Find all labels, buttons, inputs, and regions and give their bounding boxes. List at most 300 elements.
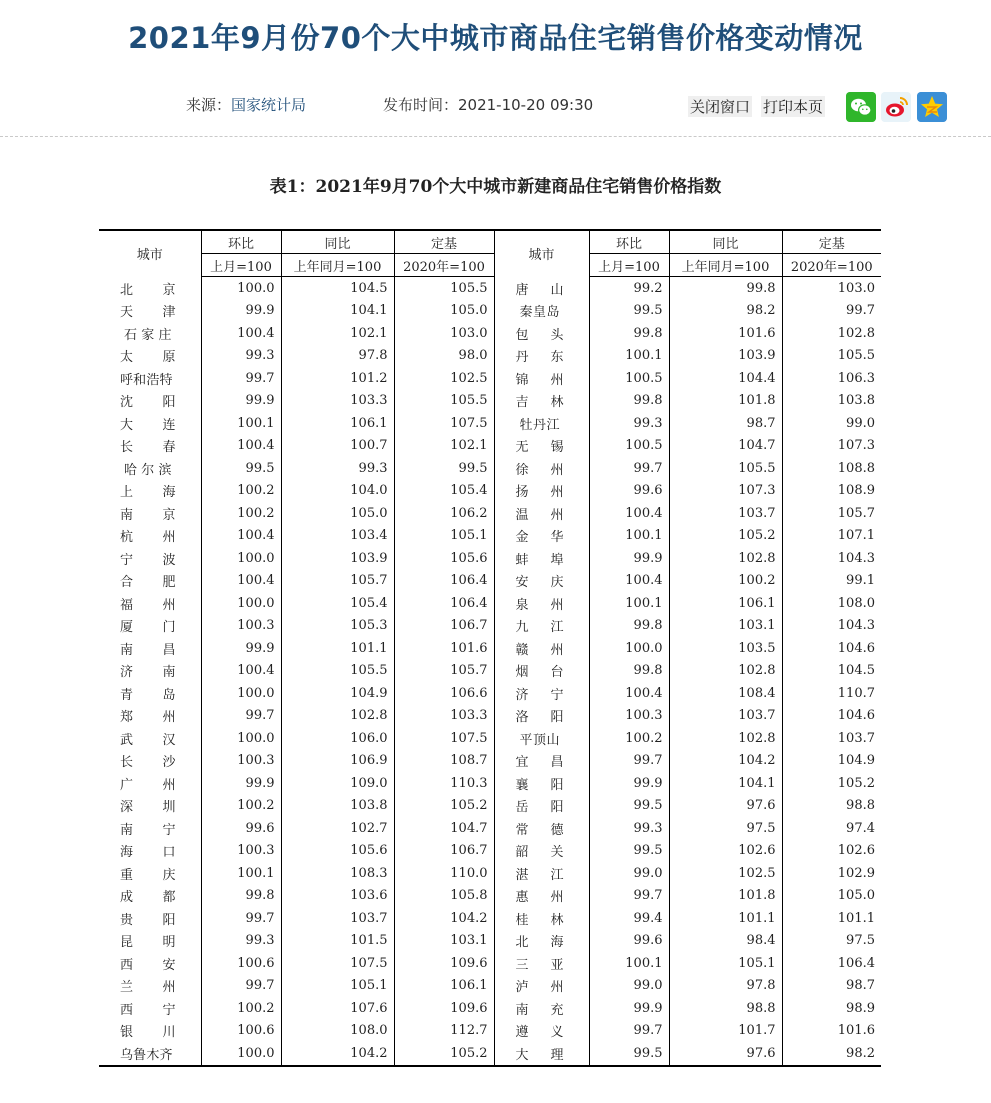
- mom-index-cell: 100.4: [201, 435, 281, 458]
- city-name-cell: 泉州: [494, 592, 589, 615]
- city-name-cell: 吉林: [494, 390, 589, 413]
- base-index-cell: 103.1: [394, 930, 494, 953]
- base-index-cell: 105.0: [837, 888, 875, 904]
- city-name-cell: 海口: [99, 840, 201, 863]
- mom-index-cell: 99.3: [201, 930, 281, 953]
- header-yoy-sub-left: 上年同月=100: [281, 254, 394, 277]
- base-index-cell: 101.1: [837, 910, 875, 926]
- mom-index-cell: 100.1: [589, 952, 669, 975]
- city-name-cell: 乌鲁木齐: [99, 1042, 201, 1066]
- base-index-cell: 109.6: [394, 997, 494, 1020]
- mom-index-cell: 100.3: [589, 705, 669, 728]
- base-index-cell: 110.7: [837, 685, 875, 701]
- base-index-cell: 101.6: [837, 1023, 875, 1039]
- base-index-cell: 106.6: [394, 682, 494, 705]
- table-row: [99, 390, 881, 413]
- mom-index-cell: 99.5: [589, 1042, 669, 1066]
- mom-index-cell: 100.4: [589, 682, 669, 705]
- yoy-index-cell: 105.7: [281, 570, 394, 593]
- city-name-cell: 深圳: [99, 795, 201, 818]
- yoy-index-cell: 105.5: [281, 660, 394, 683]
- city-name-cell: 无锡: [494, 435, 589, 458]
- city-name-cell: 太原: [99, 345, 201, 368]
- source-line: [186, 94, 306, 115]
- yoy-index-cell: 99.8: [669, 277, 782, 300]
- table-row: [99, 480, 881, 503]
- city-name-cell: 安庆: [494, 570, 589, 593]
- city-name-cell: 南宁: [99, 817, 201, 840]
- base-index-cell: 101.6: [394, 637, 494, 660]
- mom-index-cell: 99.6: [589, 480, 669, 503]
- yoy-index-cell: 97.8: [281, 345, 394, 368]
- yoy-index-cell: 101.6: [669, 322, 782, 345]
- table-row: [99, 457, 881, 480]
- yoy-index-cell: 104.9: [281, 682, 394, 705]
- mom-index-cell: 100.0: [201, 277, 281, 300]
- yoy-index-cell: 103.8: [281, 795, 394, 818]
- mom-index-cell: 100.4: [201, 525, 281, 548]
- table-row: [99, 705, 881, 728]
- base-index-cell: 106.7: [394, 615, 494, 638]
- yoy-index-cell: 107.5: [281, 952, 394, 975]
- base-index-cell: 104.2: [394, 907, 494, 930]
- mom-index-cell: 100.3: [201, 840, 281, 863]
- mom-index-cell: 99.7: [201, 705, 281, 728]
- base-index-cell: 112.7: [394, 1020, 494, 1043]
- city-name-cell: 西宁: [99, 997, 201, 1020]
- yoy-index-cell: 105.4: [281, 592, 394, 615]
- city-name-cell: 宁波: [99, 547, 201, 570]
- yoy-index-cell: 100.2: [669, 570, 782, 593]
- mom-index-cell: 100.2: [201, 997, 281, 1020]
- mom-index-cell: 99.5: [589, 795, 669, 818]
- yoy-index-cell: 97.8: [669, 975, 782, 998]
- mom-index-cell: 99.3: [201, 345, 281, 368]
- yoy-index-cell: 98.8: [669, 997, 782, 1020]
- city-name-cell: 长沙: [99, 750, 201, 773]
- city-name-cell: 长春: [99, 435, 201, 458]
- header-yoy-right: 同比: [669, 230, 782, 254]
- city-name-cell: 锦州: [494, 367, 589, 390]
- mom-index-cell: 100.4: [201, 322, 281, 345]
- weibo-icon[interactable]: [881, 92, 911, 122]
- mom-index-cell: 100.1: [589, 525, 669, 548]
- city-name-cell: 九江: [494, 615, 589, 638]
- mom-index-cell: 100.5: [589, 435, 669, 458]
- yoy-index-cell: 106.9: [281, 750, 394, 773]
- table-row: [99, 615, 881, 638]
- yoy-index-cell: 105.1: [281, 975, 394, 998]
- table-row: [99, 795, 881, 818]
- yoy-index-cell: 97.6: [669, 1042, 782, 1066]
- base-index-cell: 104.6: [837, 640, 875, 656]
- price-index-table: [99, 229, 881, 1067]
- city-name-cell: 银川: [99, 1020, 201, 1043]
- yoy-index-cell: 101.1: [669, 907, 782, 930]
- mom-index-cell: 99.7: [589, 750, 669, 773]
- base-index-cell: 104.3: [837, 550, 875, 566]
- header-city-left: 城市: [99, 230, 201, 277]
- mom-index-cell: 100.4: [201, 570, 281, 593]
- yoy-index-cell: 104.2: [669, 750, 782, 773]
- mom-index-cell: 99.5: [201, 457, 281, 480]
- base-index-cell: 105.4: [394, 480, 494, 503]
- mom-index-cell: 99.2: [589, 277, 669, 300]
- table-row: [99, 367, 881, 390]
- mom-index-cell: 100.1: [201, 862, 281, 885]
- table-row: [99, 885, 881, 908]
- table-row: [99, 277, 881, 300]
- mom-index-cell: 99.5: [589, 840, 669, 863]
- city-name-cell: 成都: [99, 885, 201, 908]
- base-index-cell: 110.3: [394, 772, 494, 795]
- base-index-cell: 106.3: [837, 370, 875, 386]
- header-yoy-left: 同比: [281, 230, 394, 254]
- mom-index-cell: 99.7: [201, 907, 281, 930]
- header-base-sub-left: 2020年=100: [394, 254, 494, 277]
- city-name-cell: 南京: [99, 502, 201, 525]
- mom-index-cell: 99.7: [589, 457, 669, 480]
- city-name-cell: 武汉: [99, 727, 201, 750]
- city-name-cell: 桂林: [494, 907, 589, 930]
- table-row: [99, 1042, 881, 1066]
- city-name-cell: 包头: [494, 322, 589, 345]
- yoy-index-cell: 105.0: [281, 502, 394, 525]
- base-index-cell: 98.9: [846, 1000, 875, 1016]
- header-divider: [0, 136, 991, 137]
- mom-index-cell: 99.9: [201, 300, 281, 323]
- base-index-cell: 99.5: [394, 457, 494, 480]
- header-base-left: 定基: [394, 230, 494, 254]
- base-index-cell: 105.0: [394, 300, 494, 323]
- base-index-cell: 105.7: [394, 660, 494, 683]
- table-row: [99, 525, 881, 548]
- yoy-index-cell: 105.3: [281, 615, 394, 638]
- city-name-cell: 烟台: [494, 660, 589, 683]
- mom-index-cell: 100.4: [589, 570, 669, 593]
- yoy-index-cell: 104.1: [281, 300, 394, 323]
- yoy-index-cell: 104.2: [281, 1042, 394, 1066]
- yoy-index-cell: 102.1: [281, 322, 394, 345]
- mom-index-cell: 100.0: [589, 637, 669, 660]
- city-name-cell: 韶关: [494, 840, 589, 863]
- qzone-icon[interactable]: [917, 92, 947, 122]
- base-index-cell: 105.5: [394, 390, 494, 413]
- wechat-icon[interactable]: [846, 92, 876, 122]
- base-index-cell: 98.0: [394, 345, 494, 368]
- table-row: [99, 975, 881, 998]
- base-index-cell: 105.5: [837, 348, 875, 364]
- base-index-cell: 105.2: [394, 795, 494, 818]
- mom-index-cell: 99.8: [589, 660, 669, 683]
- table-row: [99, 592, 881, 615]
- city-name-cell: 常德: [494, 817, 589, 840]
- mom-index-cell: 99.0: [589, 975, 669, 998]
- yoy-index-cell: 105.5: [669, 457, 782, 480]
- mom-index-cell: 99.9: [589, 997, 669, 1020]
- yoy-index-cell: 101.8: [669, 390, 782, 413]
- city-name-cell: 兰州: [99, 975, 201, 998]
- city-name-cell: 襄阳: [494, 772, 589, 795]
- table-row: [99, 502, 881, 525]
- yoy-index-cell: 99.3: [281, 457, 394, 480]
- yoy-index-cell: 97.5: [669, 817, 782, 840]
- yoy-index-cell: 107.3: [669, 480, 782, 503]
- city-name-cell: 大理: [494, 1042, 589, 1066]
- city-name-cell: 济南: [99, 660, 201, 683]
- table-row: [99, 930, 881, 953]
- mom-index-cell: 99.9: [589, 772, 669, 795]
- yoy-index-cell: 102.5: [669, 862, 782, 885]
- table-row: [99, 412, 881, 435]
- city-name-cell: 丹东: [494, 345, 589, 368]
- yoy-index-cell: 104.5: [281, 277, 394, 300]
- table-row: [99, 840, 881, 863]
- base-index-cell: 106.4: [394, 592, 494, 615]
- city-name-cell: 杭州: [99, 525, 201, 548]
- mom-index-cell: 99.4: [589, 907, 669, 930]
- yoy-index-cell: 103.9: [281, 547, 394, 570]
- source-link[interactable]: 国家统计局: [231, 96, 307, 114]
- header-city-right: 城市: [494, 230, 589, 277]
- base-index-cell: 97.4: [846, 820, 875, 836]
- mom-index-cell: 99.8: [589, 615, 669, 638]
- yoy-index-cell: 101.8: [669, 885, 782, 908]
- base-index-cell: 104.5: [837, 663, 875, 679]
- mom-index-cell: 100.5: [589, 367, 669, 390]
- city-name-cell: 西安: [99, 952, 201, 975]
- city-name-cell: 秦皇岛: [494, 300, 589, 323]
- base-index-cell: 106.7: [394, 840, 494, 863]
- mom-index-cell: 99.8: [201, 885, 281, 908]
- city-name-cell: 郑州: [99, 705, 201, 728]
- mom-index-cell: 99.6: [589, 930, 669, 953]
- city-name-cell: 沈阳: [99, 390, 201, 413]
- city-name-cell: 石家庄: [99, 322, 201, 345]
- mom-index-cell: 99.7: [589, 885, 669, 908]
- mom-index-cell: 100.4: [201, 660, 281, 683]
- yoy-index-cell: 97.6: [669, 795, 782, 818]
- mom-index-cell: 100.0: [201, 547, 281, 570]
- base-index-cell: 105.2: [837, 775, 875, 791]
- base-index-cell: 105.6: [394, 547, 494, 570]
- city-name-cell: 湛江: [494, 862, 589, 885]
- table-row: [99, 570, 881, 593]
- base-index-cell: 110.0: [394, 862, 494, 885]
- yoy-index-cell: 103.3: [281, 390, 394, 413]
- table-row: [99, 772, 881, 795]
- mom-index-cell: 99.3: [589, 412, 669, 435]
- base-index-cell: 102.8: [837, 325, 875, 341]
- source-label: 来源：: [186, 96, 232, 114]
- city-name-cell: 哈尔滨: [99, 457, 201, 480]
- yoy-index-cell: 101.5: [281, 930, 394, 953]
- yoy-index-cell: 108.4: [669, 682, 782, 705]
- mom-index-cell: 99.7: [201, 367, 281, 390]
- city-name-cell: 宜昌: [494, 750, 589, 773]
- city-name-cell: 遵义: [494, 1020, 589, 1043]
- base-index-cell: 98.8: [846, 798, 875, 814]
- yoy-index-cell: 102.6: [669, 840, 782, 863]
- base-index-cell: 98.2: [782, 1042, 881, 1066]
- city-name-cell: 唐山: [494, 277, 589, 300]
- yoy-index-cell: 109.0: [281, 772, 394, 795]
- yoy-index-cell: 103.7: [281, 907, 394, 930]
- base-index-cell: 108.8: [837, 460, 875, 476]
- table-row: [99, 817, 881, 840]
- city-name-cell: 扬州: [494, 480, 589, 503]
- base-index-cell: 103.8: [837, 393, 875, 409]
- city-name-cell: 合肥: [99, 570, 201, 593]
- mom-index-cell: 100.3: [201, 750, 281, 773]
- base-index-cell: 104.3: [837, 618, 875, 634]
- base-index-cell: 107.1: [837, 528, 875, 544]
- base-index-cell: 98.7: [846, 978, 875, 994]
- city-name-cell: 大连: [99, 412, 201, 435]
- yoy-index-cell: 104.0: [281, 480, 394, 503]
- base-index-cell: 106.4: [394, 570, 494, 593]
- yoy-index-cell: 104.7: [669, 435, 782, 458]
- city-name-cell: 重庆: [99, 862, 201, 885]
- mom-index-cell: 99.9: [201, 390, 281, 413]
- city-name-cell: 徐州: [494, 457, 589, 480]
- mom-index-cell: 100.4: [589, 502, 669, 525]
- table-row: [99, 682, 881, 705]
- mom-index-cell: 100.0: [201, 592, 281, 615]
- mom-index-cell: 99.3: [589, 817, 669, 840]
- city-name-cell: 北京: [99, 277, 201, 300]
- city-name-cell: 厦门: [99, 615, 201, 638]
- table-row: [99, 907, 881, 930]
- yoy-index-cell: 102.8: [669, 547, 782, 570]
- mom-index-cell: 100.6: [201, 1020, 281, 1043]
- yoy-index-cell: 108.3: [281, 862, 394, 885]
- publish-time: 发布时间：2021-10-20 09:30: [383, 96, 594, 114]
- yoy-index-cell: 102.8: [281, 705, 394, 728]
- table-row: [99, 1020, 881, 1043]
- base-index-cell: 108.9: [837, 483, 875, 499]
- yoy-index-cell: 103.4: [281, 525, 394, 548]
- city-name-cell: 岳阳: [494, 795, 589, 818]
- table-row: [99, 300, 881, 323]
- mom-index-cell: 100.0: [201, 682, 281, 705]
- base-index-cell: 102.9: [837, 865, 875, 881]
- base-index-cell: 103.3: [394, 705, 494, 728]
- yoy-index-cell: 102.7: [281, 817, 394, 840]
- mom-index-cell: 99.9: [201, 772, 281, 795]
- close-window-button[interactable]: 关闭窗口: [690, 98, 751, 116]
- base-index-cell: 106.1: [394, 975, 494, 998]
- yoy-index-cell: 98.2: [669, 300, 782, 323]
- city-name-cell: 泸州: [494, 975, 589, 998]
- header-yoy-sub-right: 上年同月=100: [669, 254, 782, 277]
- mom-index-cell: 100.2: [201, 795, 281, 818]
- table-caption: 表1：2021年9月70个大中城市新建商品住宅销售价格指数: [269, 177, 722, 197]
- yoy-index-cell: 101.2: [281, 367, 394, 390]
- yoy-index-cell: 103.9: [669, 345, 782, 368]
- header-mom-left: 环比: [201, 230, 281, 254]
- mom-index-cell: 100.1: [201, 412, 281, 435]
- table-row: [99, 862, 881, 885]
- base-index-cell: 104.7: [394, 817, 494, 840]
- city-name-cell: 赣州: [494, 637, 589, 660]
- yoy-index-cell: 107.6: [281, 997, 394, 1020]
- mom-index-cell: 99.7: [589, 1020, 669, 1043]
- yoy-index-cell: 98.7: [669, 412, 782, 435]
- header-base-right: 定基: [782, 230, 881, 254]
- table-row: [99, 637, 881, 660]
- mom-index-cell: 99.6: [201, 817, 281, 840]
- city-name-cell: 青岛: [99, 682, 201, 705]
- mom-index-cell: 99.8: [589, 390, 669, 413]
- print-page-button[interactable]: 打印本页: [763, 98, 824, 116]
- city-name-cell: 平顶山: [494, 727, 589, 750]
- city-name-cell: 南充: [494, 997, 589, 1020]
- base-index-cell: 102.1: [394, 435, 494, 458]
- yoy-index-cell: 103.7: [669, 705, 782, 728]
- yoy-index-cell: 108.0: [281, 1020, 394, 1043]
- base-index-cell: 103.0: [394, 322, 494, 345]
- header-base-sub-right: 2020年=100: [782, 254, 881, 277]
- mom-index-cell: 100.0: [201, 1042, 281, 1066]
- yoy-index-cell: 102.8: [669, 660, 782, 683]
- table-row: [99, 750, 881, 773]
- base-index-cell: 105.7: [837, 505, 875, 521]
- yoy-index-cell: 106.1: [669, 592, 782, 615]
- base-index-cell: 106.4: [837, 955, 875, 971]
- base-index-cell: 97.5: [846, 933, 875, 949]
- base-index-cell: 104.9: [837, 753, 875, 769]
- yoy-index-cell: 98.4: [669, 930, 782, 953]
- base-index-cell: 102.5: [394, 367, 494, 390]
- base-index-cell: 104.6: [837, 708, 875, 724]
- table-row: [99, 322, 881, 345]
- base-index-cell: 103.0: [837, 280, 875, 296]
- mom-index-cell: 100.1: [589, 592, 669, 615]
- mom-index-cell: 99.9: [589, 547, 669, 570]
- mom-index-cell: 100.3: [201, 615, 281, 638]
- base-index-cell: 107.5: [394, 727, 494, 750]
- base-index-cell: 105.5: [394, 277, 494, 300]
- base-index-cell: 99.1: [846, 573, 875, 589]
- city-name-cell: 金华: [494, 525, 589, 548]
- base-index-cell: 99.7: [846, 303, 875, 319]
- city-name-cell: 温州: [494, 502, 589, 525]
- base-index-cell: 109.6: [394, 952, 494, 975]
- city-name-cell: 洛阳: [494, 705, 589, 728]
- yoy-index-cell: 105.6: [281, 840, 394, 863]
- base-index-cell: 103.7: [837, 730, 875, 746]
- base-index-cell: 106.2: [394, 502, 494, 525]
- yoy-index-cell: 103.7: [669, 502, 782, 525]
- yoy-index-cell: 101.1: [281, 637, 394, 660]
- table-row: [99, 345, 881, 368]
- city-name-cell: 贵阳: [99, 907, 201, 930]
- mom-index-cell: 99.8: [589, 322, 669, 345]
- yoy-index-cell: 103.1: [669, 615, 782, 638]
- yoy-index-cell: 103.6: [281, 885, 394, 908]
- table-row: [99, 660, 881, 683]
- yoy-index-cell: 105.1: [669, 952, 782, 975]
- yoy-index-cell: 104.1: [669, 772, 782, 795]
- base-index-cell: 102.6: [837, 843, 875, 859]
- mom-index-cell: 100.0: [201, 727, 281, 750]
- city-name-cell: 北海: [494, 930, 589, 953]
- city-name-cell: 三亚: [494, 952, 589, 975]
- city-name-cell: 惠州: [494, 885, 589, 908]
- mom-index-cell: 99.0: [589, 862, 669, 885]
- city-name-cell: 广州: [99, 772, 201, 795]
